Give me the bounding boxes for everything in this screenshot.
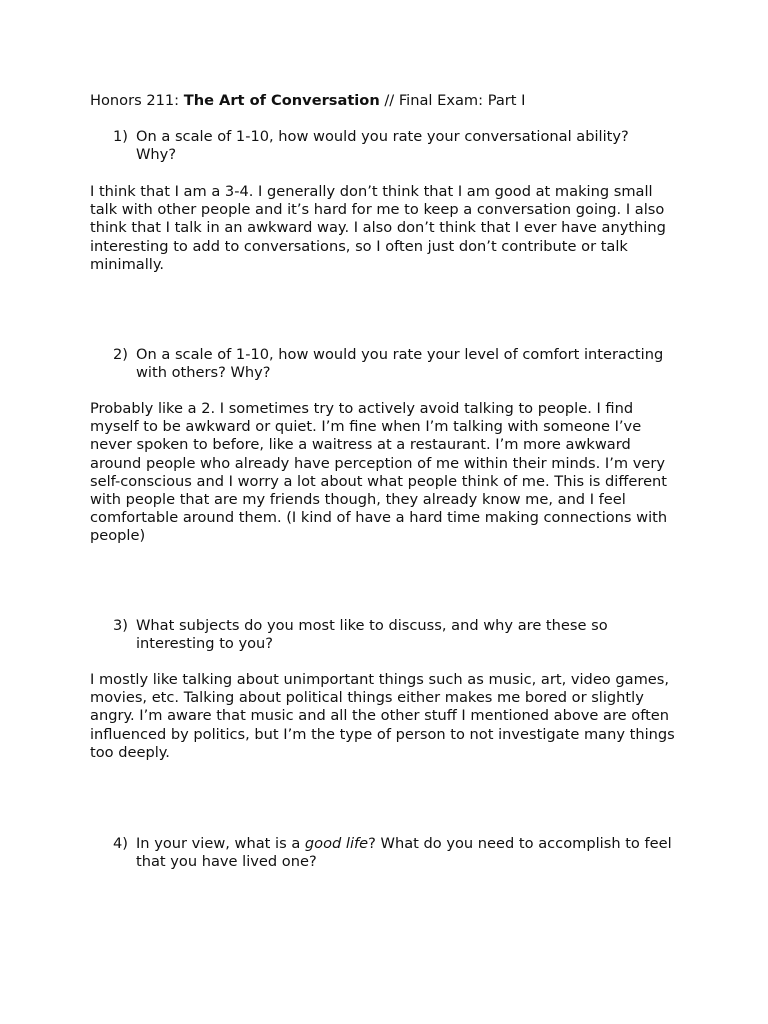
document-header xyxy=(90,92,525,110)
course-title: The Art of Conversation xyxy=(183,92,380,109)
question-text: On a scale of 1-10, how would you rate your conversational ability? Why? xyxy=(136,128,629,164)
question-number: 3) xyxy=(113,617,128,634)
question-text-start: In your view, what is a xyxy=(136,835,305,852)
question-text xyxy=(136,835,673,871)
question-number: 4) xyxy=(113,835,128,852)
question-number: 1) xyxy=(113,128,128,145)
answer-3: I mostly like talking about unimportant things such as music, art, video games, movies, etc. Talking about political things either makes me bored or slightly angry. I’m aware that music and all the other stuff I mentioned above are often influenced by politics, but I’m the type of person to not investigate many things too deeply. xyxy=(90,671,675,761)
question-text-emphasis: good life xyxy=(304,835,369,852)
course-code: Honors 211: xyxy=(90,92,184,109)
question-text: On a scale of 1-10, how would you rate your level of comfort interacting with others? Why? xyxy=(136,346,664,382)
question-4 xyxy=(113,835,673,871)
question-text: What subjects do you most like to discuss, and why are these so interesting to you? xyxy=(136,617,608,653)
exam-title: // Final Exam: Part I xyxy=(379,92,526,109)
question-text-end: ? What do you need to accomplish to feel that you have lived one? xyxy=(136,835,672,871)
question-1 xyxy=(113,128,673,164)
question-number: 2) xyxy=(113,346,128,363)
question-2 xyxy=(113,346,673,382)
question-3 xyxy=(113,617,673,653)
answer-2: Probably like a 2. I sometimes try to actively avoid talking to people. I find myself to be awkward or quiet. I’m fine when I’m talking with someone I’ve never spoken to before, like a waitress at a restaurant. I’m more awkward around people who already have perception of me within their minds. I’m very self-conscious and I worry a lot about what people think of me. This is different with people that are my friends though, they already know me, and I feel comfortable around them. (I kind of have a hard time making connections with people) xyxy=(90,400,668,545)
answer-1: I think that I am a 3-4. I generally don’t think that I am good at making small talk with other people and it’s hard for me to keep a conversation going. I also think that I talk in an awkward way. I also don’t think that I ever have anything interesting to add to conversations, so I often just don’t contribute or talk minimally. xyxy=(90,183,666,273)
